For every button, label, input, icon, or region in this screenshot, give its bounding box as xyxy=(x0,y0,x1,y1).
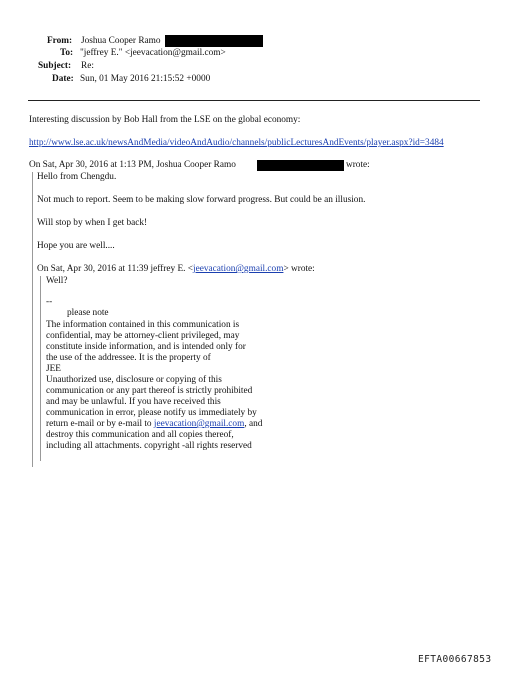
signature-email-line: return e-mail or by e-mail to jeevacation@gmail.com, and xyxy=(46,419,263,429)
quote1-line: Hope you are well.... xyxy=(37,241,115,251)
signature-line: communication or any part thereof is strictly prohibited xyxy=(46,386,253,396)
quote1-line: Not much to report. Seem to be making slow forward progress. But could be an illusion. xyxy=(37,195,366,205)
signature-line: confidential, may be attorney-client privileged, may xyxy=(46,331,240,341)
signature-line: The information contained in this communication is xyxy=(46,320,240,330)
redaction-box xyxy=(257,160,344,171)
to-value: "jeffrey E." <jeevacation@gmail.com> xyxy=(80,48,226,58)
subject-label: Subject: xyxy=(38,61,72,71)
to-label: To: xyxy=(60,48,74,58)
intro-text: Interesting discussion by Bob Hall from the LSE on the global economy: xyxy=(29,115,301,125)
header-divider xyxy=(28,100,480,101)
signature-line: Unauthorized use, disclosure or copying of this xyxy=(46,375,222,385)
quote1-line: Will stop by when I get back! xyxy=(37,218,148,228)
quote2-header: On Sat, Apr 30, 2016 at 11:39 jeffrey E. <jeevacation@gmail.com> wrote: xyxy=(37,264,315,274)
subject-value: Re: xyxy=(81,61,94,71)
signature-line: including all attachments. copyright -all rights reserved xyxy=(46,441,252,451)
quote1-line: Hello from Chengdu. xyxy=(37,172,117,182)
signature-email-link[interactable]: jeevacation@gmail.com xyxy=(153,419,245,429)
signature-line: and may be unlawful. If you have received this xyxy=(46,397,221,407)
quote2-line: Well? xyxy=(46,276,68,286)
date-value: Sun, 01 May 2016 21:15:52 +0000 xyxy=(80,74,211,84)
signature-dashes: -- xyxy=(46,297,53,307)
from-label: From: xyxy=(47,36,73,46)
quote1-header: On Sat, Apr 30, 2016 at 1:13 PM, Joshua Cooper Ramo xyxy=(29,160,236,170)
bates-number: EFTA00667853 xyxy=(418,654,492,665)
signature-line: the use of the addressee. It is the property of xyxy=(46,353,211,363)
signature-line: destroy this communication and all copies thereof, xyxy=(46,430,234,440)
quote2-email-link[interactable]: jeevacation@gmail.com xyxy=(193,264,284,274)
signature-line: constitute inside information, and is intended only for xyxy=(46,342,246,352)
date-label: Date: xyxy=(52,74,74,84)
quote1-header-wrote: wrote: xyxy=(346,160,370,170)
signature-line: JEE xyxy=(46,364,61,374)
lse-link[interactable]: http://www.lse.ac.uk/newsAndMedia/videoAndAudio/channels/publicLecturesAndEvents/player.aspx?id=3484 xyxy=(29,138,444,148)
signature-note: please note xyxy=(67,308,109,318)
quote-bar xyxy=(32,172,33,467)
signature-line: communication in error, please notify us immediately by xyxy=(46,408,257,418)
quote-bar xyxy=(40,276,41,461)
from-value: Joshua Cooper Ramo xyxy=(81,36,161,46)
redaction-box xyxy=(165,35,263,47)
